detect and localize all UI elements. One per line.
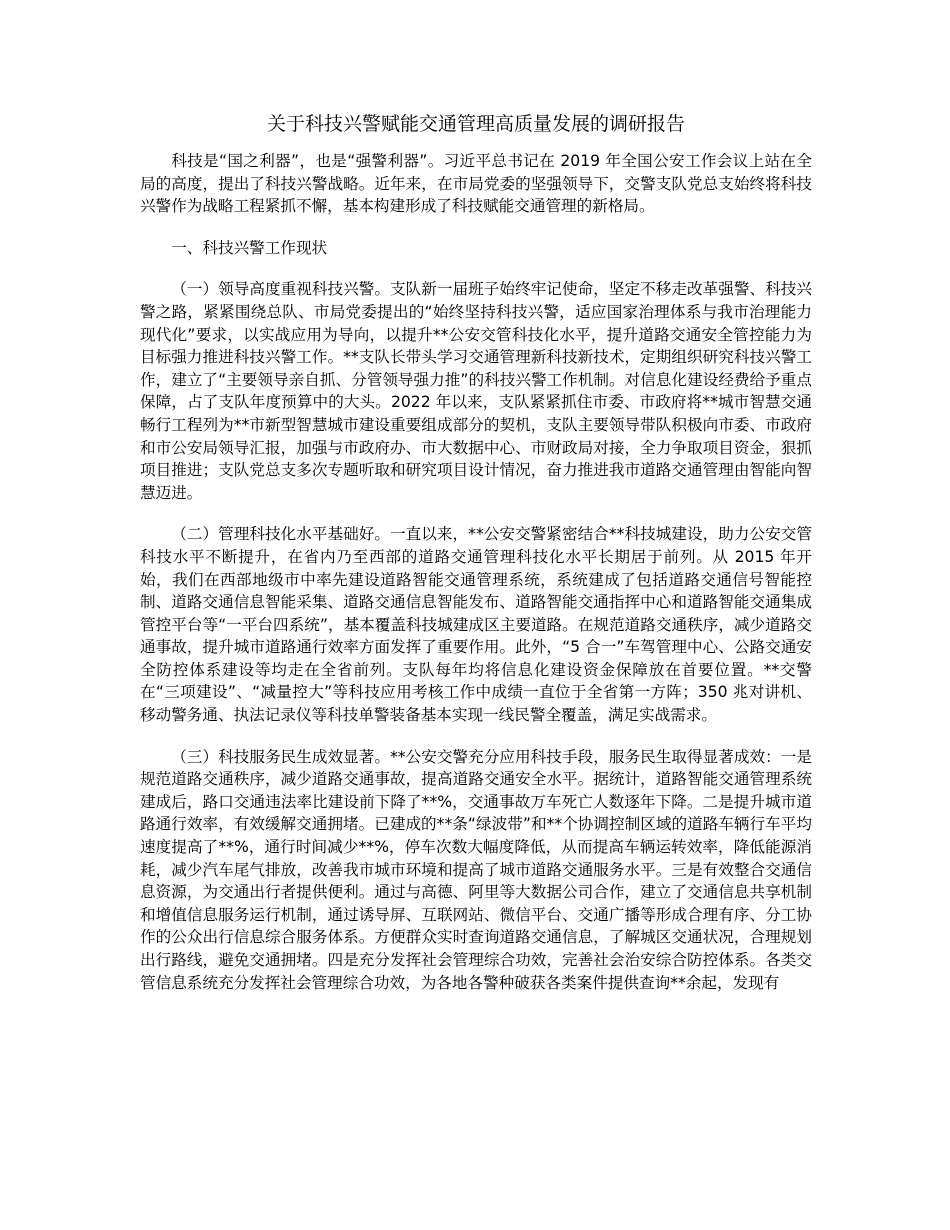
body-paragraph-3: （三）科技服务民生成效显著。**公安交警充分应用科技手段，服务民生取得显著成效：一是规范道路交通秩序，减少道路交通事故，提高道路交通安全水平。据统计，道路智能交通管理系统建成后，路口交通违法率比建设前下降了**%，交通事故万车死亡人数逐年下降。二是提升城市道路通行效率，有效缓解交通拥堵。已建成的**条“绿波带”和**个协调控制区域的道路车辆行车平均速度提高了**%，通行时间减少**%，停车次数大幅度降低，从而提高车辆运转效率，降低能源消耗，减少汽车尾气排放，改善我市城市环境和提高了城市道路交通服务水平。三是有效整合交通信息资源，为交通出行者提供便利。通过与高德、阿里等大数据公司合作，建立了交通信息共享机制和增值信息服务运行机制，通过诱导屏、互联网站、微信平台、交通广播等形成合理有序、分工协作的公众出行信息综合服务体系。方便群众实时查询道路交通信息，了解城区交通状况，合理规划出行路线，避免交通拥堵。四是充分发挥社会管理综合功效，完善社会治安综合防控体系。各类交管信息系统充分发挥社会管理综合功效，为各地各警种破获各类案件提供查询**余起，发现有 xyxy=(140,747,812,992)
document-title: 关于科技兴警赋能交通管理高质量发展的调研报告 xyxy=(266,113,685,135)
document-page xyxy=(140,110,812,994)
intro-paragraph: 科技是“国之利器”，也是“强警利器”。习近平总书记在 2019 年全国公安工作会议上站在全局的高度，提出了科技兴警战略。近年来，在市局党委的坚强领导下，交警支队党总支始终将科技兴警作为战略工程紧抓不懈，基本构建形成了科技赋能交通管理的新格局。 xyxy=(140,152,812,216)
section-heading: 一、科技兴警工作现状 xyxy=(171,238,328,257)
body-paragraph-1: （一）领导高度重视科技兴警。支队新一届班子始终牢记使命，坚定不移走改革强警、科技兴警之路，紧紧围绕总队、市局党委提出的“始终坚持科技兴警，适应国家治理体系与我市治理能力现代化”要求，以实战应用为导向，以提升**公安交管科技化水平，提升道路交通安全管控能力为目标强力推进科技兴警工作。**支队长带头学习交通管理新科技新技术，定期组织研究科技兴警工作，建立了“主要领导亲自抓、分管领导强力推”的科技兴警工作机制。对信息化建设经费给予重点保障，占了支队年度预算中的大头。2022 年以来，支队紧紧抓住市委、市政府将**城市智慧交通畅行工程列为**市新型智慧城市建设重要组成部分的契机，支队主要领导带队积极向市委、市政府和市公安局领导汇报，加强与市政府办、市大数据中心、市财政局对接，全力争取项目资金，狠抓项目推进；支队党总支多次专题听取和研究项目设计情况，奋力推进我市道路交通管理由智能向智慧迈进。 xyxy=(140,280,812,502)
body-paragraph-2: （二）管理科技化水平基础好。一直以来，**公安交警紧密结合**科技城建设，助力公安交管科技水平不断提升，在省内乃至西部的道路交通管理科技化水平长期居于前列。从 2015 年开始，我们在西部地级市中率先建设道路智能交通管理系统，系统建成了包括道路交通信号智能控制、道路交通信息智能采集、道路交通信息智能发布、道路智能交通指挥中心和道路智能交通集成管控平台等“一平台四系统”，基本覆盖科技城建成区主要道路。在规范道路交通秩序，减少道路交通事故，提升城市道路通行效率方面发挥了重要作用。此外，“5 合一”车驾管理中心、公路交通安全防控体系建设等均走在全省前列。支队每年均将信息化建设资金保障放在首要位置。**交警在“三项建设”、“减量控大”等科技应用考核工作中成绩一直位于全省第一方阵；350 兆对讲机、移动警务通、执法记录仪等科技单警装备基本实现一线民警全覆盖，满足实战需求。 xyxy=(140,525,812,725)
